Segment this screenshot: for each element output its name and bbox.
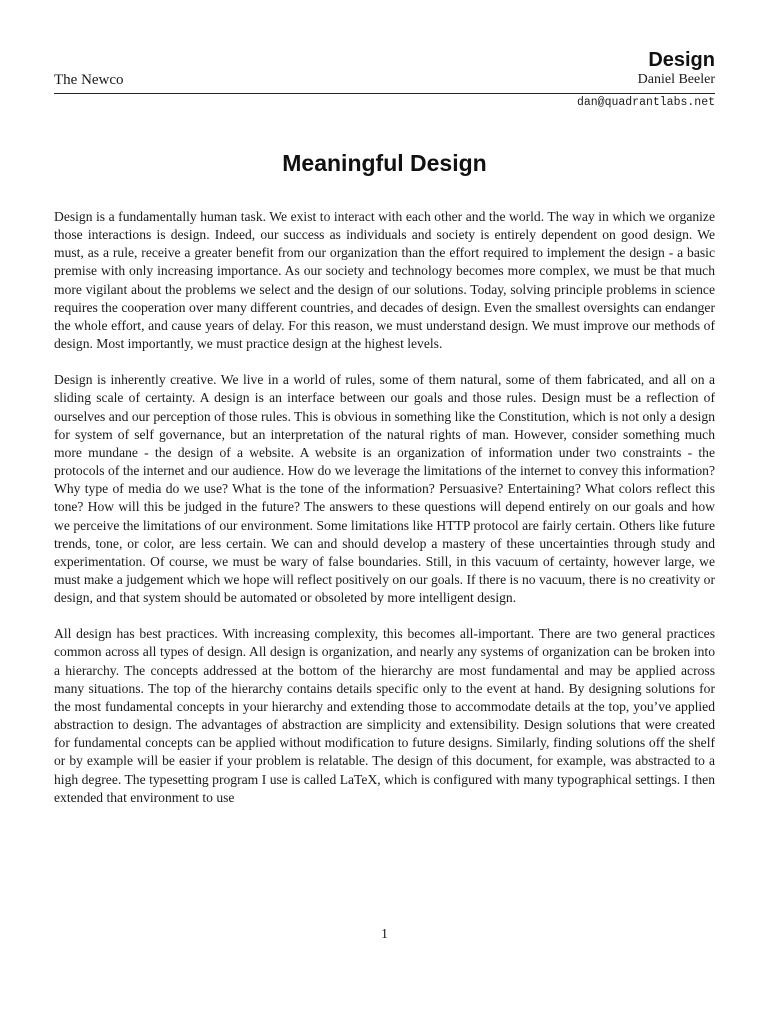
header-divider xyxy=(54,93,715,94)
company-name: The Newco xyxy=(54,72,124,88)
page-header xyxy=(54,46,715,110)
paragraph-3: All design has best practices. With increasing complexity, this becomes all-important. There are two general practices common across all types of design. All design is organization, and nearly any systems of organization can be broken into a hierarchy. The concepts addressed at the bottom of the hierarchy are most fundamental and may be applied across many situations. The top of the hierarchy contains details specific only to the event at hand. By designing solutions for the most fundamental concepts in your hierarchy and extending those to accommodate details at the top, you’ve applied abstraction to design. The advantages of abstraction are simplicity and extensibility. Design solutions that were created for fundamental concepts can be applied without modification to future designs. Similarly, finding solutions off the shelf or by example will be easier if your problem is relatable. The design of this document, for example, was abstracted to a high degree. The typesetting program I use is called LaTeX, which is configured with many typographical settings. I then extended that environment to use xyxy=(54,626,715,805)
document-body xyxy=(54,208,715,825)
paragraph-1: Design is a fundamentally human task. We exist to interact with each other and the world. The way in which we organize those interactions is design. Indeed, our success as individuals and society is entirely dependent on good design. We must, as a rule, receive a greater benefit from our organization than the effort required to implement the design - a basic premise with only increasing importance. As our society and technology becomes more complex, we must be that much more vigilant about the problems we select and the design of our solutions. Today, solving principle problems in science requires the cooperation over many different countries, and decades of design. Even the smallest oversights can endanger the whole effort, and cause years of delay. For this reason, we must understand design. We must improve our methods of design. Most importantly, we must practice design at the highest levels. xyxy=(54,209,715,352)
document-type-label: Design xyxy=(648,49,715,71)
document-page xyxy=(54,0,715,1024)
page-title: Meaningful Design xyxy=(282,150,487,176)
paragraph-2: Design is inherently creative. We live in a world of rules, some of them natural, some of them fabricated, and all on a sliding scale of certainty. A design is an interface between our goals and those rules. Design must be a reflection of ourselves and our perception of those rules. This is obvious in something like the Constitution, which is not only a design for system of self governance, but an interpretation of the natural rights of man. However, consider something much more mundane - the design of a website. A website is an organization of information under two constraints - the protocols of the internet and our audience. How do we leverage the limitations of the internet to convey this information? Why type of media do we use? What is the tone of the information? Persuasive? Entertaining? What colors reflect this tone? How will this be judged in the future? The answers to these questions will depend entirely on our goals and how we perceive the limitations of our environment. Some limitations like HTTP protocol are fairly certain. Others like future trends, tone, or color, are less certain. We can and should develop a mastery of these uncertainties through study and experimentation. Of course, we must be wary of false boundaries. Still, in this vacuum of certainty, however large, we must make a judgement which we hope will reflect positively on our goals. If there is no vacuum, there is no creativity or design, and that system should be automated or obsoleted by more intelligent design. xyxy=(54,372,715,606)
page-number: 1 xyxy=(381,927,388,942)
author-name: Daniel Beeler xyxy=(637,72,715,87)
author-email: dan@quadrantlabs.net xyxy=(576,96,715,109)
